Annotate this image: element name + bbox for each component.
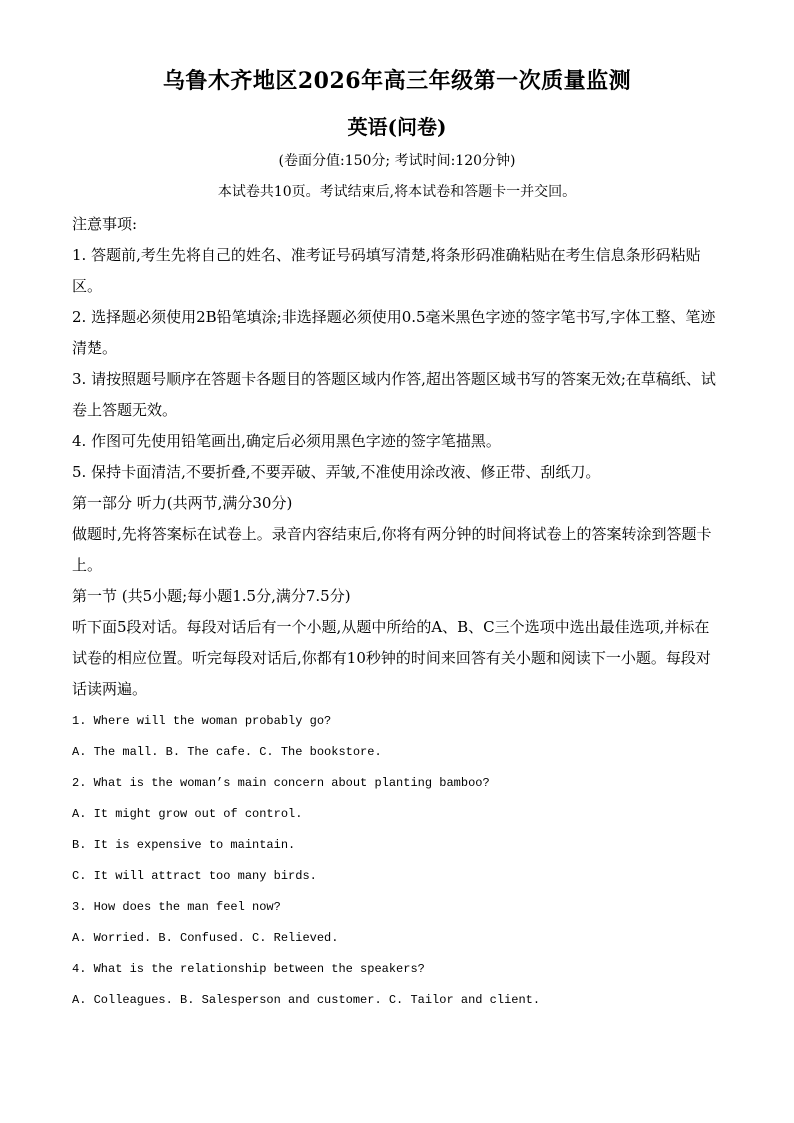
note-item: 5. 保持卡面清洁,不要折叠,不要弄破、弄皱,不准使用涂改液、修正带、刮纸刀。 <box>72 463 601 481</box>
notes-list <box>72 240 724 488</box>
note-item: 3. 请按照题号顺序在答题卡各题目的答题区域内作答,超出答题区域书写的答案无效;在草稿纸、试卷上答题无效。 <box>72 370 716 419</box>
score-time-line: (卷面分值:150分; 考试时间:120分钟) <box>278 153 516 169</box>
part1-heading: 第一部分 听力(共两节,满分30分) <box>72 494 293 512</box>
note-item: 2. 选择题必须使用2B铅笔填涂;非选择题必须使用0.5毫米黑色字迹的签字笔书写,字体工整、笔迹清楚。 <box>72 308 716 357</box>
option-line: A. Worried. B. Confused. C. Relieved. <box>72 931 339 945</box>
exam-title: 乌鲁木齐地区2026年高三年级第一次质量监测 <box>162 68 632 94</box>
part1-instruction: 做题时,先将答案标在试卷上。录音内容结束后,你将有两分钟的时间将试卷上的答案转涂到答题卡上。 <box>72 525 712 574</box>
section1-heading: 第一节 (共5小题;每小题1.5分,满分7.5分) <box>72 587 351 605</box>
notes-heading: 注意事项: <box>72 215 138 233</box>
note-item: 1. 答题前,考生先将自己的姓名、准考证号码填写清楚,将条形码准确粘贴在考生信息条形码粘贴区。 <box>72 246 701 295</box>
option-line: A. Colleagues. B. Salesperson and customer. C. Tailor and client. <box>72 993 541 1007</box>
questions-list <box>72 706 724 1016</box>
question-line: 1. Where will the woman probably go? <box>72 714 332 728</box>
option-line: A. It might grow out of control. <box>72 807 303 821</box>
option-line: B. It is expensive to maintain. <box>72 838 296 852</box>
section1-instruction: 听下面5段对话。每段对话后有一个小题,从题中所给的A、B、C三个选项中选出最佳选项,并标在试卷的相应位置。听完每段对话后,你都有10秒钟的时间来回答有关小题和阅读下一小题。每段对话读两遍。 <box>72 618 711 698</box>
option-line: C. It will attract too many birds. <box>72 869 317 883</box>
option-line: A. The mall. B. The cafe. C. The bookstore. <box>72 745 382 759</box>
paper-info-line: 本试卷共10页。考试结束后,将本试卷和答题卡一并交回。 <box>217 184 577 200</box>
question-line: 4. What is the relationship between the speakers? <box>72 962 425 976</box>
question-line: 2. What is the woman’s main concern about planting bamboo? <box>72 776 490 790</box>
question-line: 3. How does the man feel now? <box>72 900 281 914</box>
note-item: 4. 作图可先使用铅笔画出,确定后必须用黑色字迹的签字笔描黑。 <box>72 432 501 450</box>
exam-subtitle: 英语(问卷) <box>347 115 447 139</box>
